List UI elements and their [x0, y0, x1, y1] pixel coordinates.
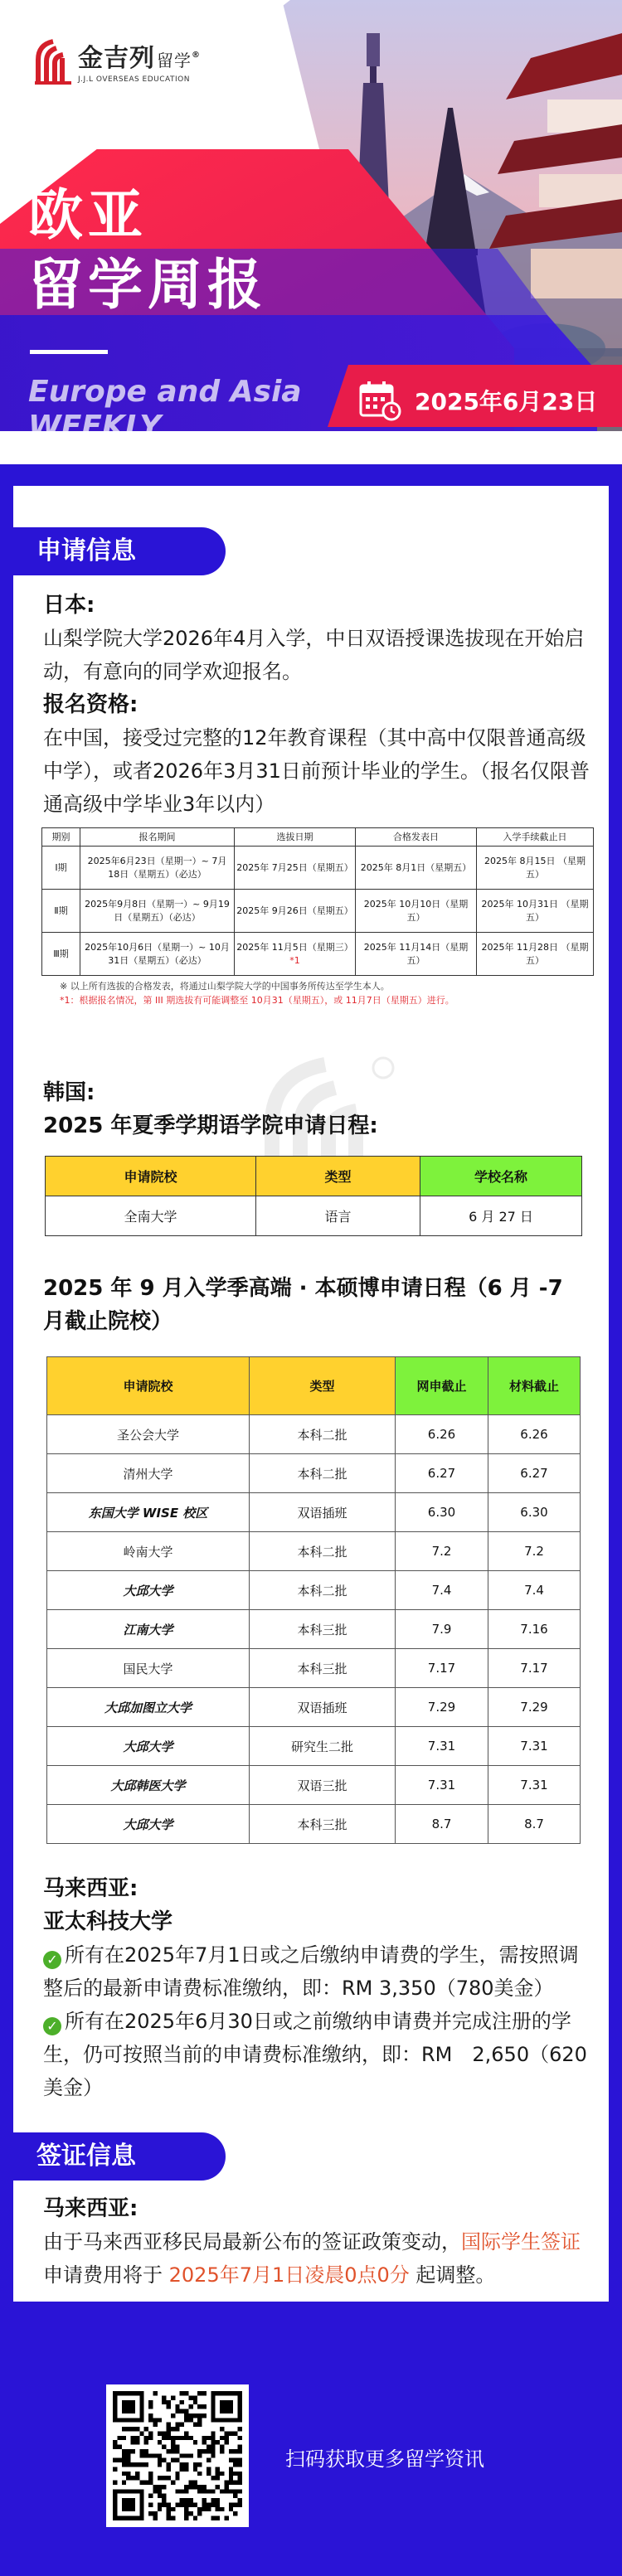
table-header: 类型: [250, 1357, 396, 1415]
hero-title: [28, 181, 267, 320]
visa-text-a: 由于马来西亚移民局最新公布的签证政策变动，: [43, 2230, 461, 2253]
table-cell: 2025年9月8日（星期一）~ 9月19日（星期五）（必达）: [80, 890, 235, 933]
korea-school-cell: 圣公会大学: [47, 1415, 250, 1454]
korea-type-cell: 双语插班: [250, 1688, 396, 1727]
korea-type-cell: 研究生二批: [250, 1727, 396, 1766]
hero-title-line2: 留学周报: [28, 253, 267, 317]
korea-type-cell: 本科三批: [250, 1649, 396, 1688]
table-header: 申请院校: [47, 1357, 250, 1415]
korea-online-deadline-cell: 6.30: [396, 1493, 488, 1532]
table-cell: 2025年10月6日（星期一）~ 10月31日（星期五）（必达）: [80, 933, 235, 976]
table-header: 学校名称: [420, 1157, 582, 1196]
korea-school-cell: 大邱大学: [47, 1805, 250, 1844]
korea-school-cell: 大邱大学: [47, 1571, 250, 1610]
table-cell: 6 月 27 日: [420, 1196, 582, 1236]
korea-type-cell: 双语三批: [250, 1766, 396, 1805]
visa-text: [43, 2225, 590, 2292]
issue-date-text: 2025年6月23日: [415, 388, 598, 415]
korea-sep-schedule: [46, 1356, 581, 1844]
korea-school-cell: 大邱加图立大学: [47, 1688, 250, 1727]
calendar-icon: [358, 380, 401, 421]
korea-online-deadline-cell: 8.7: [396, 1805, 488, 1844]
table-row: [47, 1649, 581, 1688]
malaysia-heading: 马来西亚:: [43, 1876, 138, 1901]
table-header: 申请院校: [46, 1157, 256, 1196]
korea-docs-deadline-cell: 7.17: [488, 1649, 581, 1688]
table-row: [47, 1805, 581, 1844]
table-row: [47, 1454, 581, 1493]
table-row: [42, 847, 594, 890]
korea-online-deadline-cell: 7.31: [396, 1727, 488, 1766]
korea-type-cell: 本科二批: [250, 1454, 396, 1493]
check-circle-icon: ✓: [43, 2017, 61, 2035]
table-cell: 2025年 10月31日 （星期五）: [477, 890, 594, 933]
malaysia-school: 亚太科技大学: [43, 1909, 173, 1934]
malaysia-item-1-text: 所有在2025年7月1日或之后缴纳申请费的学生，需按照调整后的最新申请费标准缴纳，即：RM 3,350（780美金）: [43, 1943, 579, 2000]
korea-docs-deadline-cell: 7.29: [488, 1688, 581, 1727]
table-row: [47, 1688, 581, 1727]
table-header: 入学手续截止日: [477, 828, 594, 847]
asterisk-mark: *1: [289, 954, 300, 966]
qr-code[interactable]: [106, 2384, 249, 2527]
korea-school-cell: 岭南大学: [47, 1532, 250, 1571]
korea-online-deadline-cell: 7.29: [396, 1688, 488, 1727]
table-cell: Ⅱ期: [42, 890, 80, 933]
table-row: [47, 1415, 581, 1454]
korea-online-deadline-cell: 7.17: [396, 1649, 488, 1688]
japan-req-heading: 报名资格:: [43, 692, 138, 717]
korea-school-cell: 国民大学: [47, 1649, 250, 1688]
table-cell: Ⅲ期: [42, 933, 80, 976]
table-header: 报名期间: [80, 828, 235, 847]
korea-type-cell: 本科二批: [250, 1571, 396, 1610]
korea-online-deadline-cell: 7.31: [396, 1766, 488, 1805]
brand-logo-icon: [35, 36, 71, 85]
visa-text-b: 国际学生签证: [461, 2230, 581, 2253]
issue-date: [358, 380, 597, 421]
japan-block: [43, 589, 590, 821]
korea-online-deadline-cell: 6.26: [396, 1415, 488, 1454]
brand-name-suffix: 留学: [157, 51, 192, 70]
hero-subtitle: [28, 375, 302, 444]
table-cell: [235, 933, 356, 976]
hero-subtitle-line1: Europe and Asia: [28, 375, 302, 409]
content-card: [13, 486, 609, 2302]
table-cell: 2025年 11月14日（星期五）: [356, 933, 477, 976]
korea-docs-deadline-cell: 6.26: [488, 1415, 581, 1454]
table-row: [47, 1493, 581, 1532]
hero-divider: [30, 350, 108, 354]
korea-sep-heading-block: [43, 1272, 590, 1338]
table-row: [46, 1196, 582, 1236]
korea-docs-deadline-cell: 7.31: [488, 1766, 581, 1805]
korea-block: [43, 1076, 590, 1142]
table-row: [47, 1532, 581, 1571]
table-row: [47, 1610, 581, 1649]
table-row: [47, 1766, 581, 1805]
korea-summer-heading: 2025 年夏季学期语学院申请日程:: [43, 1113, 378, 1138]
hero-banner: [0, 0, 622, 464]
table-row: [47, 1727, 581, 1766]
table-cell: 2025年 8月1日（星期五）: [356, 847, 477, 890]
brand-name: 金吉列: [78, 44, 155, 73]
visa-text-c: 申请费用将于: [43, 2263, 163, 2287]
table-cell: 全南大学: [46, 1196, 256, 1236]
footer-cta: 扫码获取更多留学资讯: [285, 2447, 484, 2471]
korea-type-cell: 本科三批: [250, 1610, 396, 1649]
korea-type-cell: 本科三批: [250, 1805, 396, 1844]
japan-heading: 日本:: [43, 593, 95, 618]
table-header: 材料截止: [488, 1357, 581, 1415]
korea-docs-deadline-cell: 7.2: [488, 1532, 581, 1571]
japan-req-text: 在中国，接受过完整的12年教育课程（其中高中仅限普通高级中学），或者2026年3月31日前预计毕业的学生。（报名仅限普通高级中学毕业3年以内）: [43, 726, 590, 816]
japan-table-note-red: *1：根据报名情况，第 III 期选拔有可能调整至 10月31（星期五），或 11月7日（星期五）进行。: [60, 995, 454, 1006]
korea-school-cell: 东国大学 WISE 校区: [47, 1493, 250, 1532]
table-header: 类型: [256, 1157, 420, 1196]
table-cell: 2025年 7月25日（星期五）: [235, 847, 356, 890]
visa-heading: 马来西亚:: [43, 2196, 138, 2221]
korea-docs-deadline-cell: 7.16: [488, 1610, 581, 1649]
table-header: 合格发表日: [356, 828, 477, 847]
section-visa: 签证信息: [0, 2132, 226, 2181]
korea-docs-deadline-cell: 7.4: [488, 1571, 581, 1610]
korea-online-deadline-cell: 6.27: [396, 1454, 488, 1493]
korea-type-cell: 本科二批: [250, 1415, 396, 1454]
hero-title-line1: 欧亚: [28, 183, 148, 247]
korea-online-deadline-cell: 7.2: [396, 1532, 488, 1571]
visa-text-e: 起调整。: [415, 2263, 496, 2287]
korea-heading: 韩国:: [43, 1080, 95, 1105]
korea-docs-deadline-cell: 6.30: [488, 1493, 581, 1532]
korea-online-deadline-cell: 7.4: [396, 1571, 488, 1610]
table-header: 网申截止: [396, 1357, 488, 1415]
korea-sep-table: [46, 1356, 581, 1844]
japan-table-note: ※ 以上所有选拔的合格发表，将通过山梨学院大学的中国事务所传达至学生本人。: [60, 981, 390, 992]
malaysia-item-1: [43, 1938, 590, 2005]
section-application: 申请信息: [0, 527, 226, 575]
table-cell-text: 2025年 11月5日（星期三）: [236, 941, 353, 953]
korea-school-cell: 大邱韩医大学: [47, 1766, 250, 1805]
korea-online-deadline-cell: 7.9: [396, 1610, 488, 1649]
table-row: [42, 933, 594, 976]
korea-school-cell: 清州大学: [47, 1454, 250, 1493]
japan-schedule-table: [41, 827, 594, 976]
table-cell: 2025年 10月10日（星期五）: [356, 890, 477, 933]
table-row: [42, 890, 594, 933]
table-cell: 2025年6月23日（星期一）~ 7月18日（星期五）（必达）: [80, 847, 235, 890]
visa-text-d: 2025年7月1日凌晨0点0分: [163, 2263, 416, 2287]
brand-logo: [35, 36, 201, 85]
malaysia-block: [43, 1872, 590, 2104]
korea-type-cell: 本科二批: [250, 1532, 396, 1571]
malaysia-item-2: [43, 2005, 590, 2104]
table-cell: 2025年 9月26日（星期五）: [235, 890, 356, 933]
korea-summer-table: [45, 1156, 582, 1236]
visa-block: [43, 2192, 590, 2292]
check-circle-icon: ✓: [43, 1951, 61, 1969]
korea-type-cell: 双语插班: [250, 1493, 396, 1532]
korea-summer-schedule: [45, 1156, 582, 1236]
japan-schedule: [41, 827, 594, 1007]
hero-subtitle-line2: WEEKLY: [28, 410, 162, 444]
brand-en-name: J.J.L OVERSEAS EDUCATION: [78, 75, 190, 84]
table-cell: 2025年 11月28日 （星期五）: [477, 933, 594, 976]
korea-school-cell: 江南大学: [47, 1610, 250, 1649]
table-cell: Ⅰ期: [42, 847, 80, 890]
korea-sep-heading: 2025 年 9 月入学季高端 · 本硕博申请日程（6 月 -7 月截止院校）: [43, 1276, 563, 1334]
malaysia-item-2-text: 所有在2025年6月30日或之前缴纳申请费并完成注册的学生，仍可按照当前的申请费标准缴纳，即：RM 2,650（620美金）: [43, 2010, 587, 2099]
korea-docs-deadline-cell: 7.31: [488, 1727, 581, 1766]
japan-intro: 山梨学院大学2026年4月入学，中日双语授课选拔现在开始启动，有意向的同学欢迎报名。: [43, 627, 585, 683]
korea-docs-deadline-cell: 6.27: [488, 1454, 581, 1493]
table-cell: 语言: [256, 1196, 420, 1236]
korea-school-cell: 大邱大学: [47, 1727, 250, 1766]
table-row: [47, 1571, 581, 1610]
brand-reg-mark: ®: [192, 51, 201, 60]
qr-code-icon: [113, 2391, 242, 2520]
table-header: 选拔日期: [235, 828, 356, 847]
table-cell: 2025年 8月15日 （星期五）: [477, 847, 594, 890]
table-header: 期别: [42, 828, 80, 847]
korea-docs-deadline-cell: 8.7: [488, 1805, 581, 1844]
